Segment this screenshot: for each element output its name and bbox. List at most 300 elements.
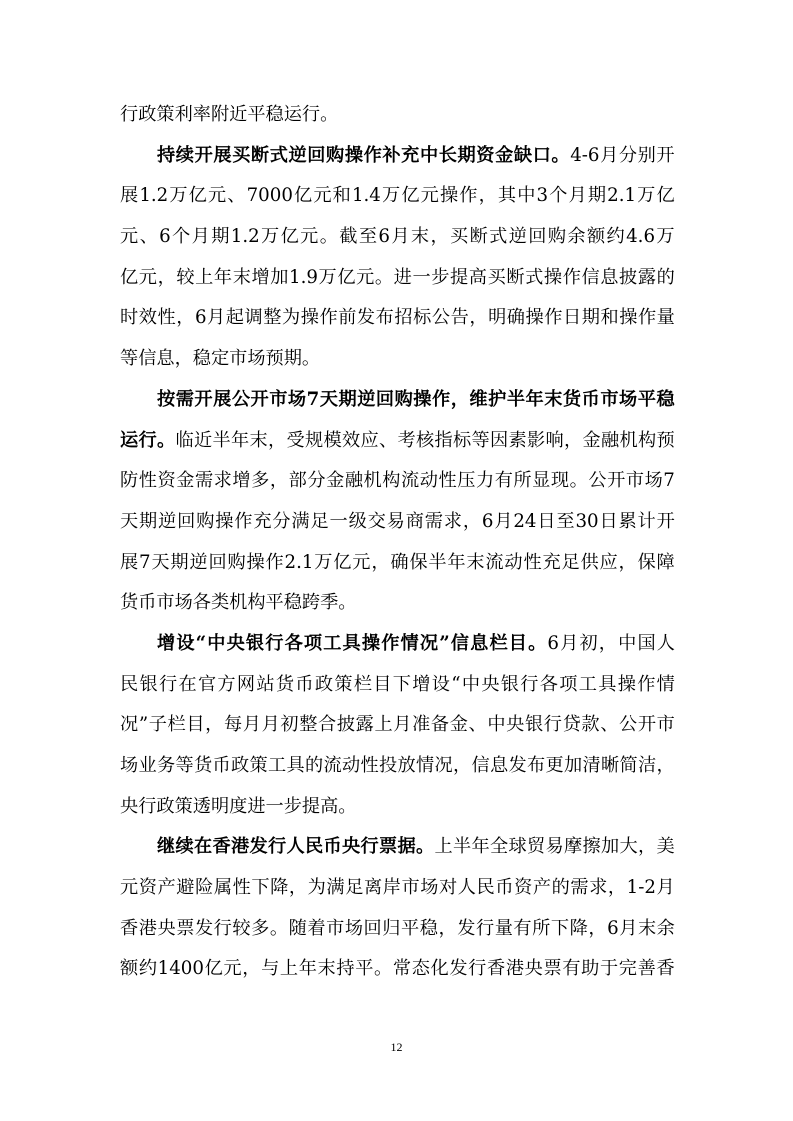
glyph: ， [607, 877, 627, 899]
glyph: 7000 [246, 185, 293, 207]
glyph: 下 [251, 877, 270, 899]
text-line [120, 502, 675, 543]
glyph: 月 [393, 714, 412, 736]
glyph: 动 [419, 470, 438, 492]
glyph: 情 [416, 755, 435, 776]
glyph: 岸 [382, 877, 401, 899]
text-line [120, 339, 675, 380]
glyph: 市 [625, 470, 645, 492]
glyph: 截 [339, 226, 358, 248]
glyph: 性 [157, 307, 176, 329]
glyph: 平 [355, 958, 374, 980]
glyph: 政 [314, 673, 334, 695]
glyph: 项 [303, 632, 323, 654]
glyph: 币 [495, 877, 514, 899]
glyph: 公 [588, 470, 607, 492]
glyph: 期 [338, 388, 357, 410]
glyph: 策 [249, 755, 268, 776]
glyph: 币 [212, 755, 231, 776]
glyph: 产 [532, 877, 552, 899]
glyph: 性 [360, 755, 379, 776]
glyph: 万 [314, 551, 333, 573]
text-line [120, 136, 675, 177]
glyph: 币 [581, 388, 600, 410]
text-line [120, 176, 675, 217]
glyph: 余 [567, 226, 586, 248]
glyph: ， [438, 917, 457, 939]
glyph: 提 [450, 266, 469, 288]
glyph: 人 [457, 877, 476, 899]
glyph: 工 [578, 673, 597, 695]
glyph: 完 [618, 958, 637, 980]
glyph: 策 [334, 673, 353, 695]
glyph: 半 [428, 551, 447, 573]
glyph: 央 [506, 714, 525, 736]
glyph: 有 [562, 958, 581, 980]
glyph: 属 [213, 877, 233, 899]
glyph: 业 [138, 755, 157, 776]
glyph: 动 [504, 551, 523, 573]
glyph: 市 [326, 917, 345, 939]
glyph: 30 [575, 510, 599, 532]
glyph: 信 [471, 755, 490, 776]
glyph: 余 [656, 917, 675, 939]
glyph: 场 [344, 917, 364, 939]
glyph: 6 [378, 226, 390, 248]
glyph: 常 [392, 958, 412, 980]
glyph: 防 [120, 470, 139, 492]
glyph: 量 [656, 307, 675, 329]
glyph: 央 [481, 673, 500, 695]
glyph: 上 [279, 958, 299, 980]
glyph: 中 [419, 144, 439, 166]
glyph: 避 [176, 877, 195, 899]
glyph: 市 [656, 714, 675, 736]
glyph: ， [430, 226, 449, 248]
glyph: 作 [265, 551, 284, 573]
glyph: 项 [559, 673, 578, 695]
glyph: 约 [138, 958, 158, 980]
glyph: 险 [195, 877, 214, 899]
glyph: 足 [561, 551, 580, 573]
glyph: 元 [207, 185, 227, 207]
glyph: 回 [177, 510, 196, 532]
glyph: 。 [157, 429, 176, 451]
glyph: 金 [449, 714, 468, 736]
glyph: ， [478, 185, 497, 207]
glyph: 按 [157, 388, 176, 410]
glyph: ， [269, 470, 289, 492]
glyph: 较 [176, 266, 195, 288]
glyph: 万 [169, 185, 188, 207]
glyph: 素 [508, 429, 527, 451]
glyph: 保 [409, 551, 428, 573]
glyph: 断 [250, 144, 270, 166]
glyph: 6 [607, 917, 619, 939]
glyph: 贷 [562, 714, 581, 736]
glyph: 融 [344, 470, 364, 492]
glyph: 为 [307, 877, 326, 899]
glyph: 压 [457, 470, 476, 492]
glyph: 现 [550, 470, 570, 492]
glyph: 美 [656, 836, 675, 858]
glyph: 需 [424, 510, 443, 532]
glyph: 多 [251, 917, 270, 939]
glyph: 的 [551, 877, 570, 899]
glyph: 归 [382, 917, 401, 939]
glyph: 降 [270, 877, 289, 899]
glyph: 模 [323, 429, 342, 451]
glyph: 因 [490, 429, 509, 451]
glyph: 高 [468, 266, 487, 288]
glyph: 元 [120, 877, 139, 899]
text-line [120, 949, 675, 990]
text-line [120, 421, 675, 462]
glyph: 万 [656, 226, 675, 248]
glyph: 香 [120, 917, 139, 939]
glyph: 行 [520, 673, 539, 695]
glyph: ， [371, 551, 390, 573]
glyph: 清 [582, 755, 601, 776]
glyph: 充 [542, 551, 561, 573]
glyph: 具 [598, 673, 617, 695]
text-line [120, 909, 675, 950]
glyph: 露 [637, 266, 657, 288]
glyph: 、 [227, 185, 246, 207]
glyph: 近 [194, 429, 213, 451]
glyph: 央 [157, 917, 176, 939]
glyph: 。 [528, 632, 547, 654]
glyph: 作 [459, 185, 478, 207]
glyph: 充 [401, 144, 420, 166]
glyph: 继 [157, 836, 176, 858]
glyph: 一 [412, 266, 431, 288]
glyph: 1.9 [289, 266, 318, 288]
glyph: 末 [544, 388, 563, 410]
glyph: 断 [469, 226, 488, 248]
glyph: 操 [543, 266, 563, 288]
glyph: 亿 [120, 266, 139, 288]
glyph: 栏 [167, 714, 186, 736]
glyph: 准 [412, 714, 431, 736]
glyph: 简 [619, 755, 638, 776]
glyph: 亿 [656, 185, 675, 207]
glyph: 购 [547, 226, 567, 248]
glyph: 至 [556, 510, 575, 532]
text-line [120, 258, 675, 299]
glyph: 部 [288, 470, 307, 492]
glyph: 求 [589, 877, 608, 899]
glyph: 操 [617, 673, 636, 695]
text-line [120, 461, 675, 502]
glyph: 买 [487, 266, 506, 288]
glyph: 1.2 [230, 226, 260, 248]
glyph: 港 [231, 836, 250, 858]
glyph: 。 [551, 144, 570, 166]
glyph: 个 [172, 226, 191, 248]
glyph: 性 [138, 470, 157, 492]
glyph: 长 [438, 144, 457, 166]
glyph: 满 [326, 877, 345, 899]
glyph: 市 [401, 877, 420, 899]
glyph: 、 [379, 429, 398, 451]
glyph: 持 [336, 958, 355, 980]
glyph: 场 [420, 877, 439, 899]
glyph: 公 [431, 307, 451, 329]
text-line [120, 217, 675, 258]
glyph: 作 [363, 144, 382, 166]
glyph: 产 [157, 877, 176, 899]
glyph: ， [618, 551, 637, 573]
glyph: 商 [405, 510, 424, 532]
glyph: 栏 [489, 632, 508, 654]
glyph: 标 [413, 307, 432, 329]
glyph: 融 [601, 429, 620, 451]
glyph: 的 [656, 266, 675, 288]
glyph: 元 [420, 185, 439, 207]
glyph: 7 [139, 551, 151, 573]
glyph: 下 [550, 917, 570, 939]
glyph: 央 [226, 632, 245, 654]
glyph: 展 [120, 185, 139, 207]
glyph: 亿 [401, 185, 420, 207]
glyph: 月 [261, 714, 280, 736]
glyph: 中 [487, 714, 506, 736]
glyph: 人 [286, 836, 305, 858]
glyph: 民 [305, 836, 324, 858]
glyph: 一 [329, 510, 348, 532]
glyph: ， [450, 388, 469, 410]
glyph: 洁 [638, 755, 657, 776]
glyph: 充 [253, 510, 272, 532]
text-line [120, 298, 675, 339]
glyph: ， [268, 429, 287, 451]
glyph: 布 [527, 755, 546, 776]
glyph: 行 [468, 958, 487, 980]
glyph: 香 [656, 958, 675, 980]
glyph: 日 [563, 307, 582, 329]
line-text: 货币市场各类机构平稳跨季。 [120, 592, 357, 614]
glyph: 银 [500, 673, 519, 695]
glyph: 信 [581, 266, 600, 288]
glyph: 加 [270, 266, 289, 288]
glyph: 逆 [508, 226, 527, 248]
glyph: 态 [411, 958, 430, 980]
text-line [120, 665, 675, 706]
glyph: 元 [352, 551, 371, 573]
glyph: 性 [438, 470, 457, 492]
glyph: 显 [532, 470, 551, 492]
glyph: 额 [586, 226, 606, 248]
glyph: 上 [195, 266, 214, 288]
glyph: ， [588, 917, 607, 939]
glyph: 作 [562, 266, 581, 288]
glyph: 民 [476, 877, 495, 899]
glyph: 金 [495, 144, 514, 166]
glyph: 元 [300, 226, 319, 248]
glyph: 。 [374, 958, 393, 980]
glyph: 站 [256, 673, 275, 695]
glyph: 方 [217, 673, 236, 695]
glyph: 作 [432, 388, 451, 410]
glyph: 等 [175, 755, 194, 776]
glyph: 购 [326, 144, 345, 166]
glyph: 量 [494, 917, 513, 939]
glyph: 半 [506, 388, 526, 410]
glyph: 。 [416, 836, 435, 858]
glyph: 场 [644, 470, 663, 492]
glyph: 金 [326, 470, 345, 492]
glyph: 大 [619, 836, 638, 858]
glyph: 所 [532, 917, 551, 939]
glyph: 情 [656, 673, 675, 695]
glyph: 资 [476, 144, 495, 166]
glyph: ， [453, 755, 472, 776]
glyph: 回 [528, 226, 547, 248]
glyph: ， [656, 755, 675, 776]
glyph: 7 [663, 470, 675, 492]
glyph: 操 [344, 144, 364, 166]
glyph: 央 [524, 958, 543, 980]
glyph: 和 [332, 185, 351, 207]
glyph: 6 [159, 226, 171, 248]
glyph: 期 [170, 551, 189, 573]
glyph: 累 [618, 510, 637, 532]
glyph: 指 [434, 429, 453, 451]
glyph: 多 [251, 470, 270, 492]
glyph: 调 [244, 307, 263, 329]
glyph: 月 [207, 307, 226, 329]
glyph: 起 [225, 307, 244, 329]
glyph: 所 [513, 470, 532, 492]
glyph: 万 [382, 185, 401, 207]
glyph: 摩 [564, 836, 583, 858]
glyph: 票 [176, 917, 195, 939]
glyph: 资 [138, 877, 157, 899]
glyph: 天 [151, 551, 170, 573]
glyph: 人 [656, 632, 675, 654]
glyph: 于 [599, 958, 619, 980]
glyph: 性 [232, 877, 251, 899]
glyph: 2.1 [607, 185, 637, 207]
glyph: 开 [656, 510, 675, 532]
glyph: 月 [600, 144, 619, 166]
glyph: 构 [382, 470, 401, 492]
glyph: 受 [286, 429, 305, 451]
glyph: 4.6 [626, 226, 656, 248]
glyph: 行 [213, 917, 232, 939]
glyph: 缺 [513, 144, 533, 166]
glyph: 考 [397, 429, 416, 451]
glyph: 、 [600, 714, 619, 736]
glyph: ， [564, 429, 583, 451]
glyph: 期 [457, 144, 476, 166]
glyph: 分 [272, 510, 291, 532]
glyph: 。 [569, 470, 588, 492]
glyph: 全 [490, 836, 509, 858]
glyph: 作 [319, 307, 338, 329]
glyph: 维 [469, 388, 488, 410]
glyph: 开 [194, 388, 213, 410]
glyph: 发 [449, 958, 468, 980]
glyph: 为 [281, 307, 301, 329]
glyph: 目 [186, 714, 205, 736]
glyph: ， [638, 836, 657, 858]
glyph: 发 [249, 836, 268, 858]
glyph: 市 [269, 388, 288, 410]
glyph: 增 [157, 632, 176, 654]
glyph: 和 [600, 307, 619, 329]
glyph: ， [157, 266, 176, 288]
glyph: 回 [363, 917, 382, 939]
glyph: 月 [560, 632, 579, 654]
glyph: 上 [434, 836, 453, 858]
glyph: 时 [120, 307, 139, 329]
glyph: 响 [545, 429, 564, 451]
glyph: 保 [637, 551, 656, 573]
glyph: 月 [494, 510, 513, 532]
text-line [120, 827, 675, 868]
glyph: 进 [393, 266, 412, 288]
glyph: 月 [656, 877, 675, 899]
glyph: 期 [211, 226, 230, 248]
glyph: 具 [286, 755, 305, 776]
glyph: 万 [637, 185, 656, 207]
glyph: 元 [356, 266, 375, 288]
glyph: 资 [157, 470, 176, 492]
body-text [120, 95, 675, 990]
glyph: 子 [148, 714, 167, 736]
glyph: 香 [212, 836, 231, 858]
glyph: 各 [539, 673, 558, 695]
glyph: 供 [580, 551, 599, 573]
glyph: 初 [280, 714, 299, 736]
glyph: 披 [336, 714, 356, 736]
glyph: 足 [310, 510, 329, 532]
glyph: 求 [443, 510, 462, 532]
glyph: 性 [523, 551, 542, 573]
glyph: 票 [379, 836, 398, 858]
glyph: 情 [400, 632, 419, 654]
glyph: 初 [579, 632, 598, 654]
glyph: 分 [618, 144, 638, 166]
glyph: 息 [470, 632, 489, 654]
glyph: 港 [505, 958, 525, 980]
glyph: 临 [175, 429, 194, 451]
glyph: 开 [250, 388, 269, 410]
glyph: 开 [194, 144, 213, 166]
glyph: 告 [450, 307, 469, 329]
glyph: 公 [231, 388, 251, 410]
glyph: 款 [581, 714, 600, 736]
glyph: 求 [213, 470, 232, 492]
glyph: 元 [138, 266, 157, 288]
glyph: 应 [599, 551, 618, 573]
glyph: 作 [544, 307, 563, 329]
glyph: ， [462, 510, 482, 532]
glyph: 更 [545, 755, 564, 776]
glyph: 上 [374, 714, 393, 736]
glyph: 行 [360, 836, 379, 858]
glyph: 年 [471, 836, 490, 858]
glyph: 约 [606, 226, 625, 248]
glyph: 末 [637, 917, 657, 939]
glyph: 货 [194, 755, 213, 776]
glyph: 开 [607, 470, 626, 492]
glyph: 末 [466, 551, 485, 573]
glyph: 期 [587, 185, 607, 207]
glyph: 设 [176, 632, 195, 654]
